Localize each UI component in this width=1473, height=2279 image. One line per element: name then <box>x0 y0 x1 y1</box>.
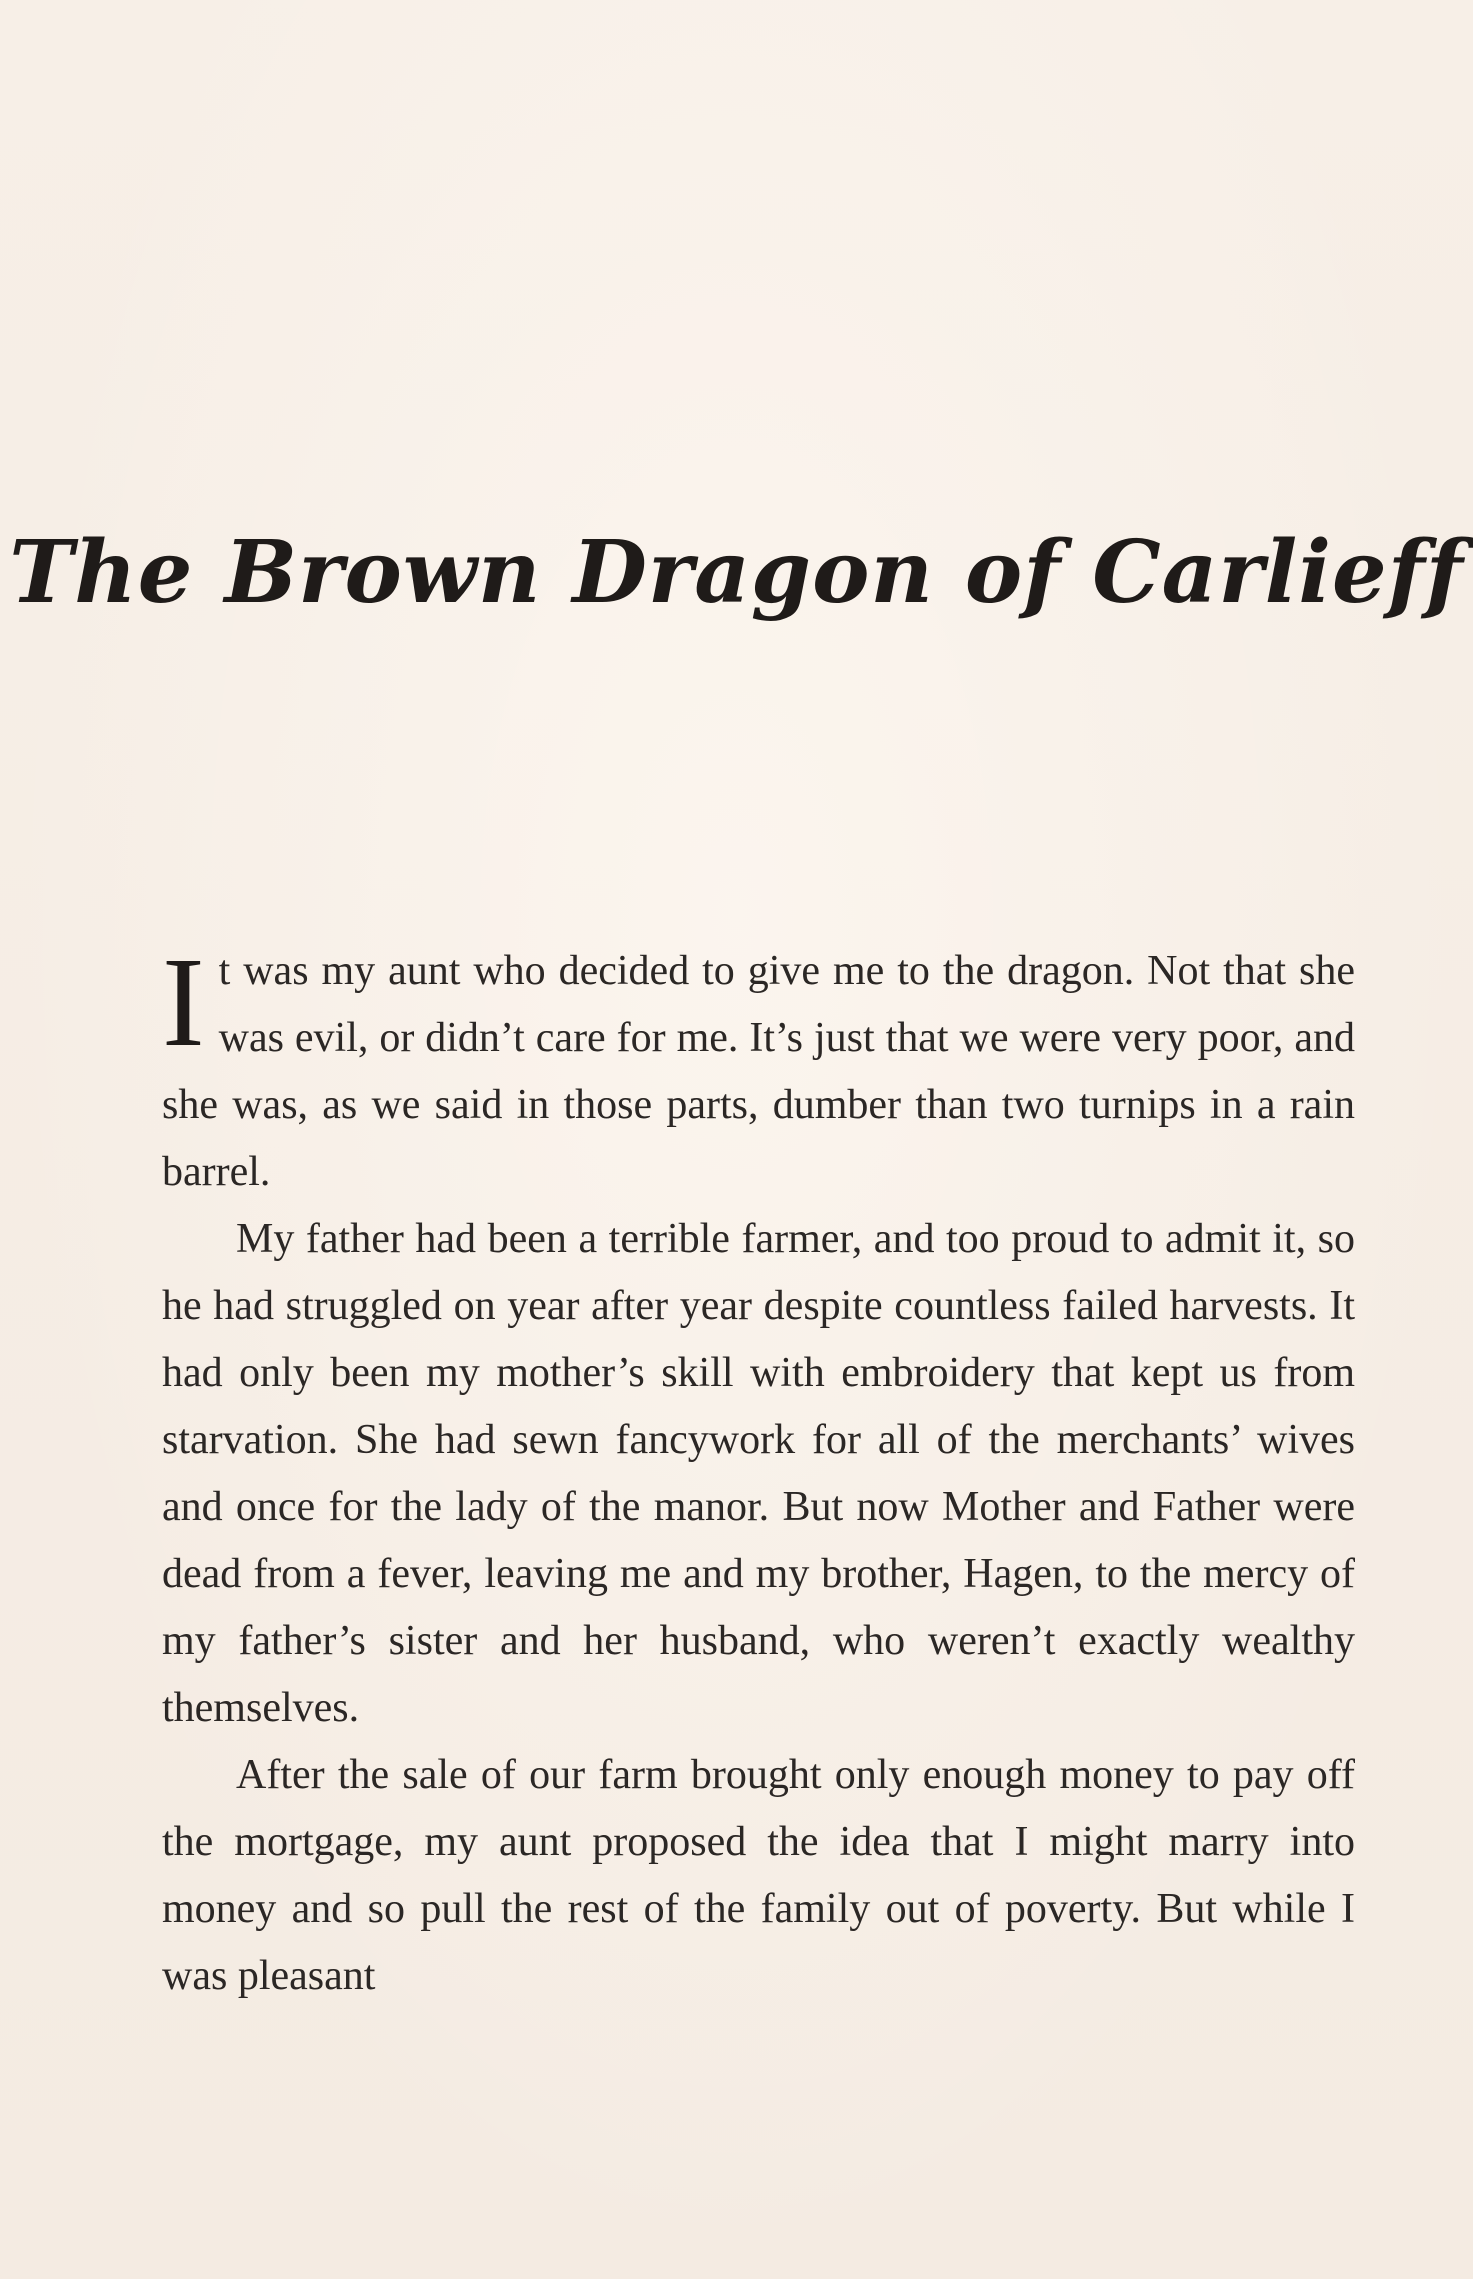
paragraph-2: My father had been a terrible farmer, and too proud to admit it, so he had struggled on year after year despite countless failed harvests. It had only been my mother’s skill with embroidery that kept us from starvation. She had sewn fancywork for all of the merchants’ wives and once for the lady of the manor. But now Mother and Father were dead from a fever, leaving me and my brother, Hagen, to the mercy of my father’s sister and her husband, who weren’t exactly wealthy themselves. <box>162 1216 1355 1731</box>
paragraph-1 <box>162 931 1355 1206</box>
drop-cap: I <box>162 931 205 1073</box>
chapter-title: The Brown Dragon of Carlieff <box>9 521 1464 623</box>
chapter-body <box>162 931 1355 2010</box>
paragraph-3: After the sale of our farm brought only enough money to pay off the mortgage, my aunt proposed the idea that I might marry into money and so pull the rest of the family out of poverty. But while I was pleasant <box>162 1752 1355 1999</box>
paragraph-1-text: t was my aunt who decided to give me to the dragon. Not that she was evil, or didn’t care for me. It’s just that we were very poor, and she was, as we said in those parts, dumber than two turnips in a rain barrel. <box>162 948 1355 1195</box>
